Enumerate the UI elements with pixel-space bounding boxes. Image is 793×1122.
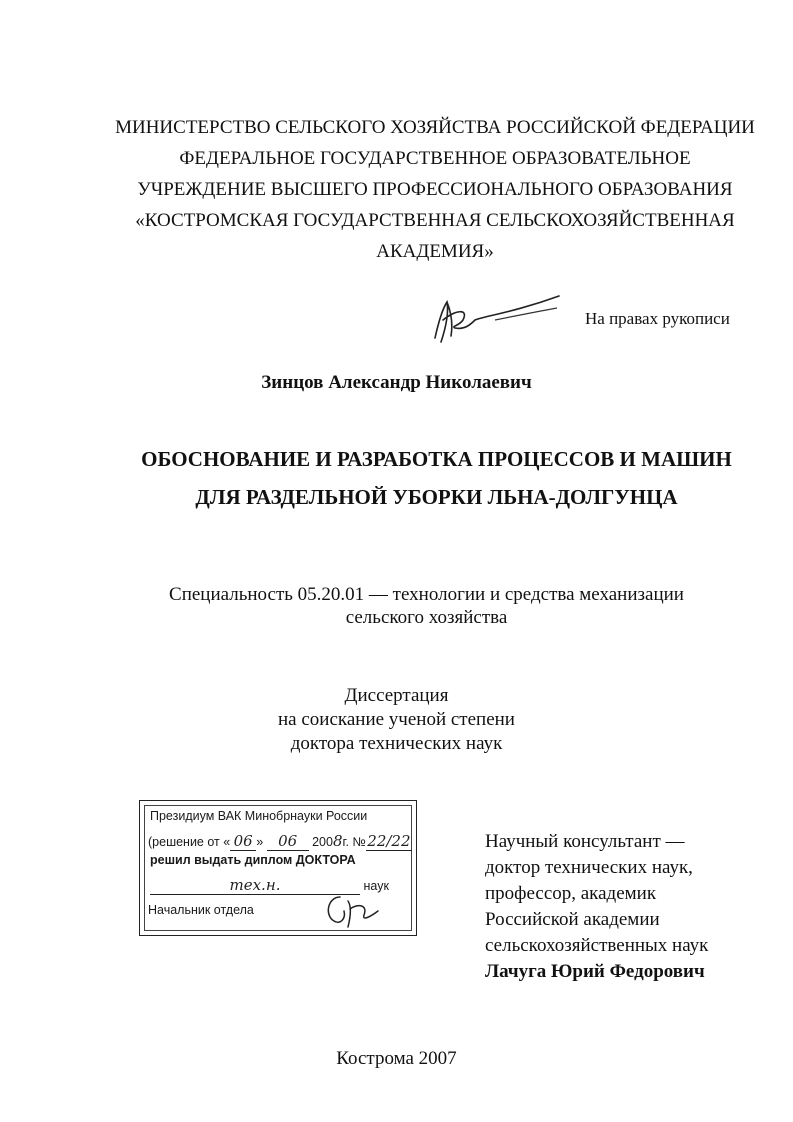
stamp-line-5: Начальник отдела — [148, 903, 254, 917]
stamp-decision-line — [148, 832, 412, 851]
title-line-2: ДЛЯ РАЗДЕЛЬНОЙ УБОРКИ ЛЬНА-ДОЛГУНЦА — [195, 485, 678, 509]
consultant-line-3: профессор, академик — [485, 883, 657, 904]
dissertation-line-3: доктора технических наук — [290, 733, 503, 754]
specialty-line-1: Специальность 05.20.01 — технологии и средства механизации — [169, 584, 684, 605]
institution-line-3: УЧРЕЖДЕНИЕ ВЫСШЕГО ПРОФЕССИОНАЛЬНОГО ОБРАЗОВАНИЯ — [137, 179, 733, 200]
stamp-field-suffix: наук — [363, 879, 389, 893]
stamp-day: 06 — [230, 832, 256, 851]
stamp-field: тех.н. — [150, 876, 360, 895]
dissertation-line-2: на соискание ученой степени — [278, 709, 515, 730]
stamp-number-prefix: г. № — [342, 835, 366, 849]
institution-line-2: ФЕДЕРАЛЬНОЕ ГОСУДАРСТВЕННОЕ ОБРАЗОВАТЕЛЬНОЕ — [179, 148, 691, 169]
specialty-line-2: сельского хозяйства — [345, 607, 508, 628]
department-head-signature-icon — [318, 889, 382, 931]
institution-line-5: АКАДЕМИЯ» — [376, 241, 494, 262]
title-line-1: ОБОСНОВАНИЕ И РАЗРАБОТКА ПРОЦЕССОВ И МАШИН — [141, 447, 732, 471]
author-signature-icon — [425, 290, 565, 350]
consultant-line-4: Российской академии — [485, 909, 660, 930]
consultant-name: Лачуга Юрий Федорович — [485, 961, 705, 982]
stamp-number: 22/22 — [367, 832, 411, 850]
stamp-line-1: Президиум ВАК Минобрнауки России — [150, 809, 368, 823]
stamp-line-3: решил выдать диплом ДОКТОРА — [150, 853, 356, 867]
author-name: Зинцов Александр Николаевич — [261, 372, 532, 393]
specialty — [30, 583, 793, 629]
vak-stamp — [139, 800, 417, 936]
stamp-year-digit: 8 — [332, 832, 343, 850]
consultant-line-5: сельскохозяйственных наук — [485, 935, 709, 956]
stamp-month: 06 — [267, 832, 309, 851]
dissertation-line-1: Диссертация — [344, 685, 449, 706]
scientific-consultant — [485, 829, 708, 985]
stamp-year-prefix: 200 — [312, 835, 333, 849]
stamp-month-sep: » — [256, 835, 264, 849]
dissertation-title — [40, 440, 793, 516]
institution-line-4: «КОСТРОМСКАЯ ГОСУДАРСТВЕННАЯ СЕЛЬСКОХОЗЯЙСТВЕННАЯ — [135, 210, 735, 231]
stamp-decision-prefix: (решение от « — [148, 835, 231, 849]
dissertation-type — [0, 684, 793, 756]
institution-header — [60, 112, 793, 267]
institution-line-1: МИНИСТЕРСТВО СЕЛЬСКОГО ХОЗЯЙСТВА РОССИЙСКОЙ ФЕДЕРАЦИИ — [115, 117, 755, 138]
rights-note: На правах рукописи — [585, 309, 730, 328]
consultant-line-2: доктор технических наук, — [485, 857, 693, 878]
city-year: Кострома 2007 — [336, 1048, 457, 1069]
consultant-line-1: Научный консультант — — [485, 831, 685, 852]
